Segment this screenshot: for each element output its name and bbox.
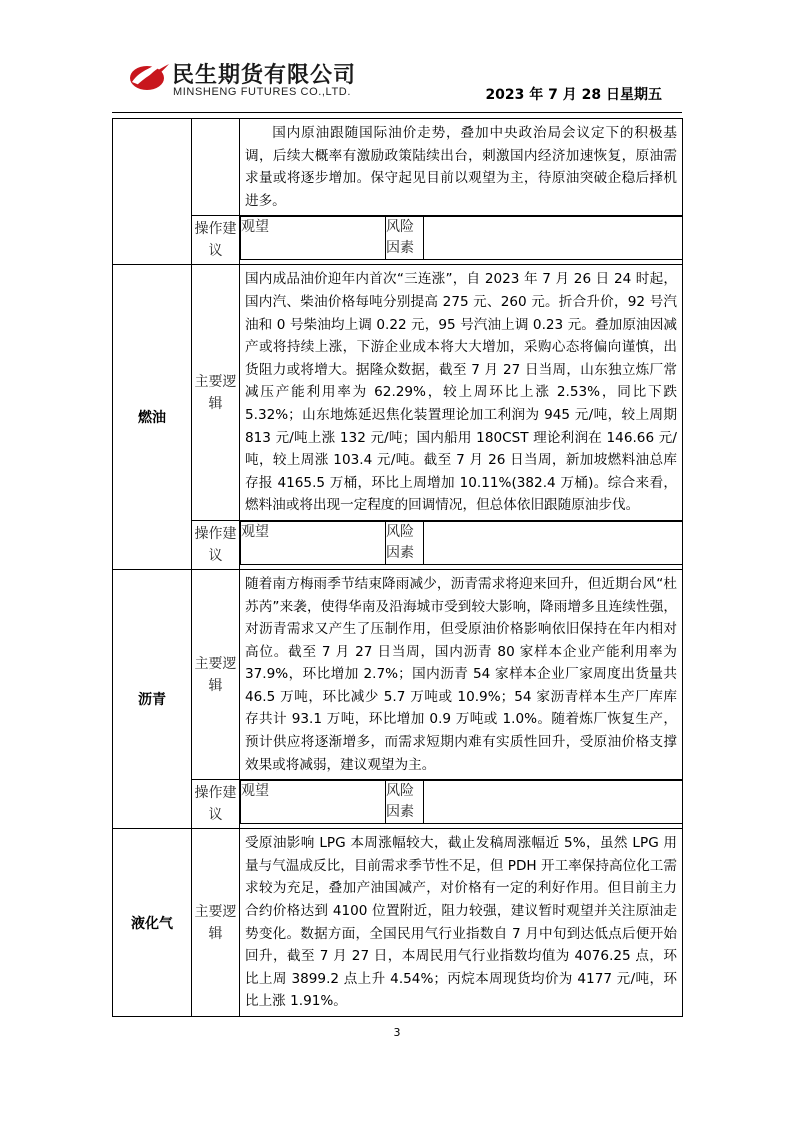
advice-row <box>240 780 682 824</box>
risk-value <box>424 781 683 824</box>
advice-row <box>240 521 682 565</box>
minsheng-logo-icon <box>128 56 170 96</box>
category-cell <box>113 119 192 265</box>
logic-label: 主要逻辑 <box>192 265 240 521</box>
logic-label: 主要逻辑 <box>192 569 240 779</box>
logic-text: 随着南方梅雨季节结束降雨减少，沥青需求将迎来回升，但近期台风“杜苏芮”来袭，使得华南及沿海城市受到较大影响，降雨增多且连续性强，对沥青需求又产生了压制作用，但受原油价格影响依旧保持在年内相对高位。截至 7 月 27 日当周，国内沥青 80 家样本企业产能利用率为 37.9%，环比增加 2.7%；国内沥青 54 家样本企业厂家周度出货量共 46.5 万吨，环比减少 5.7 万吨或 10.9%；54 家沥青样本生产厂库库存共计 93.1 万吨，环比增加 0.9 万吨或 1.0%。随着炼厂恢复生产，预计供应将逐渐增多，而需求短期内难有实质性回升，受原油价格支撑效果或将减弱，建议观望为主。 <box>240 569 683 779</box>
header-divider <box>112 112 682 113</box>
page-header <box>0 0 794 110</box>
risk-value <box>424 521 683 564</box>
risk-value <box>424 217 683 260</box>
company-name-en: MINSHENG FUTURES CO.,LTD. <box>173 86 351 98</box>
risk-label: 风险因素 <box>386 217 424 260</box>
table-row <box>113 780 683 829</box>
commodity-table <box>112 118 683 1017</box>
label-cell <box>192 119 240 216</box>
advice-value: 观望 <box>241 521 386 564</box>
table-row <box>113 265 683 521</box>
table-row <box>113 119 683 216</box>
logic-text: 国内成品油价迎年内首次“三连涨”，自 2023 年 7 月 26 日 24 时起，国内汽、柴油价格每吨分别提高 275 元、260 元。折合升价，92 号汽油和 0 号柴油均上调 0.22 元，95 号汽油上调 0.23 元。叠加原油因减产或将持续上涨，下游企业成本将大大增加，采购心态将偏向谨慎，出货阻力或将增大。据隆众数据，截至 7 月 27 日当周，山东独立炼厂常减压产能利用率为 62.29%，较上周环比上涨 2.53%，同比下跌 5.32%；山东地炼延迟焦化装置理论加工利润为 945 元/吨，较上周期 813 元/吨上涨 132 元/吨；国内船用 180CST 理论利润在 146.66 元/吨，较上周涨 103.4 元/吨。截至 7 月 26 日当周，新加坡燃料油总库存报 4165.5 万桶，环比上周增加 10.11%(382.4 万桶)。综合来看，燃料油或将出现一定程度的回调情况，但总体依旧跟随原油步伐。 <box>240 265 683 521</box>
logic-label: 主要逻辑 <box>192 829 240 1017</box>
advice-value: 观望 <box>241 217 386 260</box>
advice-row <box>240 216 682 260</box>
category-cell: 燃油 <box>113 265 192 570</box>
advice-label: 操作建议 <box>192 216 240 265</box>
report-date: 2023 年 7 月 28 日星期五 <box>485 87 662 103</box>
category-cell: 沥青 <box>113 569 192 828</box>
table-row <box>113 569 683 779</box>
logic-text: 受原油影响 LPG 本周涨幅较大，截止发稿周涨幅近 5%，虽然 LPG 用量与气温成反比，目前需求季节性不足，但 PDH 开工率保持高位化工需求较为充足，叠加产油国减产，对价格有一定的利好作用。但目前主力合约价格达到 4100 位置附近，阻力较强，建议暂时观望并关注原油走势变化。数据方面，全国民用气行业指数自 7 月中旬到达低点后便开始回升，截至 7 月 27 日，本周民用气行业指数均值为 4076.25 点，环比上周 3899.2 点上升 4.54%；丙烷本周现货均价为 4177 元/吨，环比上涨 1.91%。 <box>240 829 683 1017</box>
page-number: 3 <box>393 1026 401 1039</box>
advice-label: 操作建议 <box>192 780 240 829</box>
table-row <box>113 829 683 1017</box>
company-logo <box>128 56 368 102</box>
risk-label: 风险因素 <box>386 781 424 824</box>
table-row <box>113 216 683 265</box>
category-cell: 液化气 <box>113 829 192 1017</box>
advice-label: 操作建议 <box>192 520 240 569</box>
advice-value: 观望 <box>241 781 386 824</box>
logic-text: 国内原油跟随国际油价走势，叠加中央政治局会议定下的积极基调，后续大概率有激励政策陆续出台，刺激国内经济加速恢复，原油需求量或将逐步增加。保守起见目前以观望为主，待原油突破企稳后择机进多。 <box>240 119 683 216</box>
risk-label: 风险因素 <box>386 521 424 564</box>
table-row <box>113 520 683 569</box>
company-name-cn: 民生期货有限公司 <box>172 63 357 88</box>
